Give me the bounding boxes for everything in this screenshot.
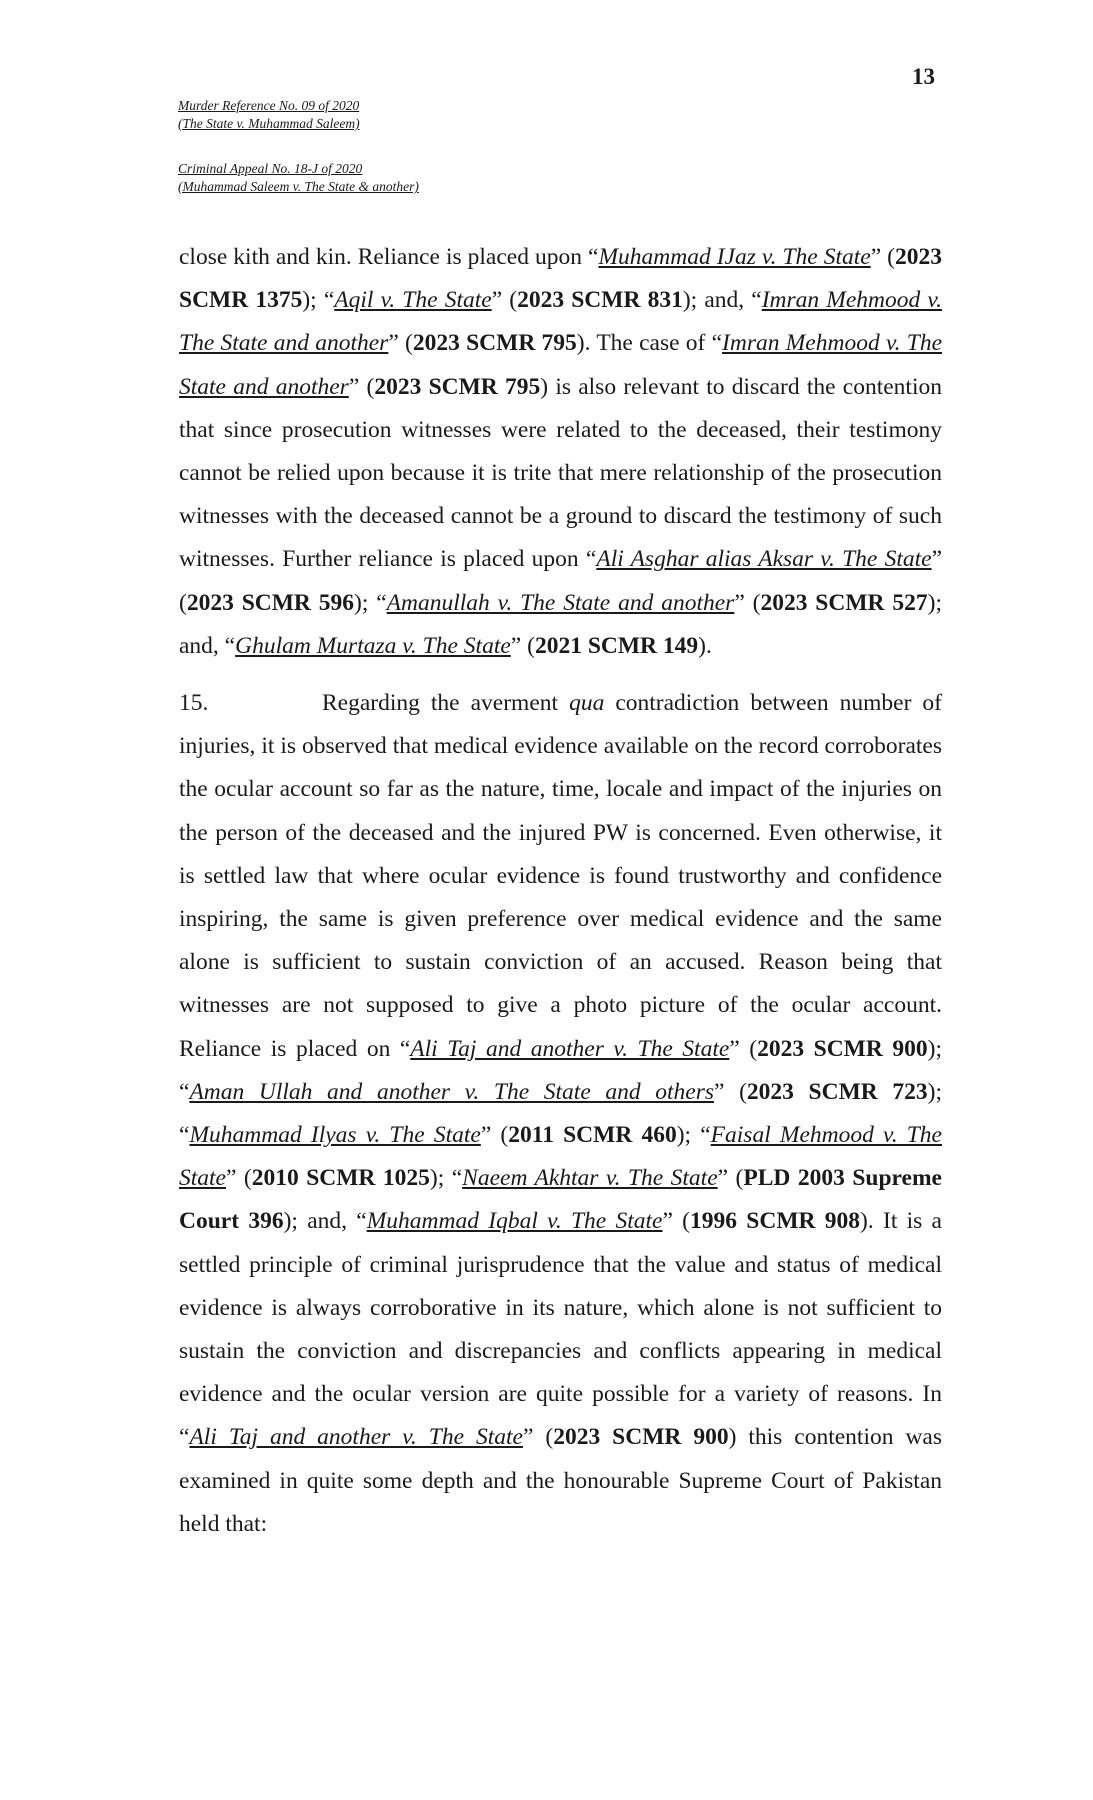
law-report-citation: 2023 SCMR 527 [760,589,928,616]
judgment-body [179,236,942,1546]
header-appeal-parties-line: (Muhammad Saleem v. The State & another) [178,179,419,194]
law-report-citation: 2021 SCMR 149 [534,632,699,659]
law-report-citation: 2010 SCMR 1025 [251,1165,430,1192]
header-parties-line: (The State v. Muhammad Saleem) [178,116,360,131]
case-citation: Muhammad Iqbal v. The State [366,1208,663,1235]
case-citation: Ghulam Murtaza v. The State [235,632,511,659]
header-appeal-line: Criminal Appeal No. 18-J of 2020 [178,161,363,176]
law-report-citation: 2023 SCMR 795 [412,330,577,357]
case-citation: Ali Taj and another v. The State [410,1035,730,1062]
law-report-citation: 2023 SCMR 900 [757,1035,928,1062]
case-citation: Amanullah v. The State and another [386,589,735,616]
page-number: 13 [912,64,935,89]
law-report-citation: 2023 SCMR 1375 [179,244,942,314]
case-citation: Ali Taj and another v. The State [189,1424,523,1451]
header-reference-line: Murder Reference No. 09 of 2020 [178,98,360,113]
case-citation: Aman Ullah and another v. The State and others [189,1078,715,1105]
case-header [178,97,419,196]
case-citation: Muhammad Ilyas v. The State [189,1122,481,1149]
case-citation: Aqil v. The State [334,287,492,314]
law-report-citation: 2023 SCMR 795 [374,373,541,400]
paragraph-number: 15. [179,690,209,717]
case-citation: Imran Mehmood v. The State and another [179,330,943,400]
law-report-citation: PLD 2003 Supreme Court 396 [179,1165,942,1235]
latin-term: qua [569,690,605,717]
law-report-citation: 2023 SCMR 900 [553,1424,729,1451]
case-citation: Faisal Mehmood v. The State [179,1122,942,1192]
law-report-citation: 2023 SCMR 831 [517,287,683,314]
case-citation: Ali Asghar alias Aksar v. The State [596,546,932,573]
paragraph-15: 15. Regarding the averment qua contradiction between number of injuries, it is observed that medical evidence available on the record corroborates the ocular account so far as the nature, time, locale and impact of the injuries on the person of the deceased and the injured PW is concerned. Even otherwise, it is settled law that where ocular evidence is found trustworthy and confidence inspiring, the same is given preference over medical evidence and the same alone is sufficient to sustain conviction of an accused. Reason being that witnesses are not supposed to give a photo picture of the ocular account. Reliance is placed on “Ali Taj and another v. The State” (2023 SCMR 900); “Aman Ullah and another v. The State and others” (2023 SCMR 723); “Muhammad Ilyas v. The State” (2011 SCMR 460); “Faisal Mehmood v. The State” (2010 SCMR 1025); “Naeem Akhtar v. The State” (PLD 2003 Supreme Court 396); and, “Muhammad Iqbal v. The State” (1996 SCMR 908). It is a settled principle of criminal jurisprudence that the value and status of medical evidence is always corroborative in its nature, which alone is not sufficient to sustain the conviction and discrepancies and conflicts appearing in medical evidence and the ocular version are quite possible for a variety of reasons. In “Ali Taj and another v. The State” (2023 SCMR 900) this contention was examined in quite some depth and the honourable Supreme Court of Pakistan held that: [179,682,942,1546]
law-report-citation: 2023 SCMR 723 [746,1078,928,1105]
law-report-citation: 1996 SCMR 908 [690,1208,861,1235]
case-citation: Naeem Akhtar v. The State [462,1165,718,1192]
paragraph-continued: close kith and kin. Reliance is placed upon “Muhammad IJaz v. The State” (2023 SCMR 1375); “Aqil v. The State” (2023 SCMR 831); and, “Imran Mehmood v. The State and another” (2023 SCMR 795). The case of “Imran Mehmood v. The State and another” (2023 SCMR 795) is also relevant to discard the contention that since prosecution witnesses were related to the deceased, their testimony cannot be relied upon because it is trite that mere relationship of the prosecution witnesses with the deceased cannot be a ground to discard the testimony of such witnesses. Further reliance is placed upon “Ali Asghar alias Aksar v. The State” (2023 SCMR 596); “Amanullah v. The State and another” (2023 SCMR 527); and, “Ghulam Murtaza v. The State” (2021 SCMR 149). [179,244,943,659]
law-report-citation: 2011 SCMR 460 [508,1122,677,1149]
law-report-citation: 2023 SCMR 596 [186,589,355,616]
case-citation: Imran Mehmood v. The State and another [179,287,942,357]
case-citation: Muhammad IJaz v. The State [598,244,871,270]
